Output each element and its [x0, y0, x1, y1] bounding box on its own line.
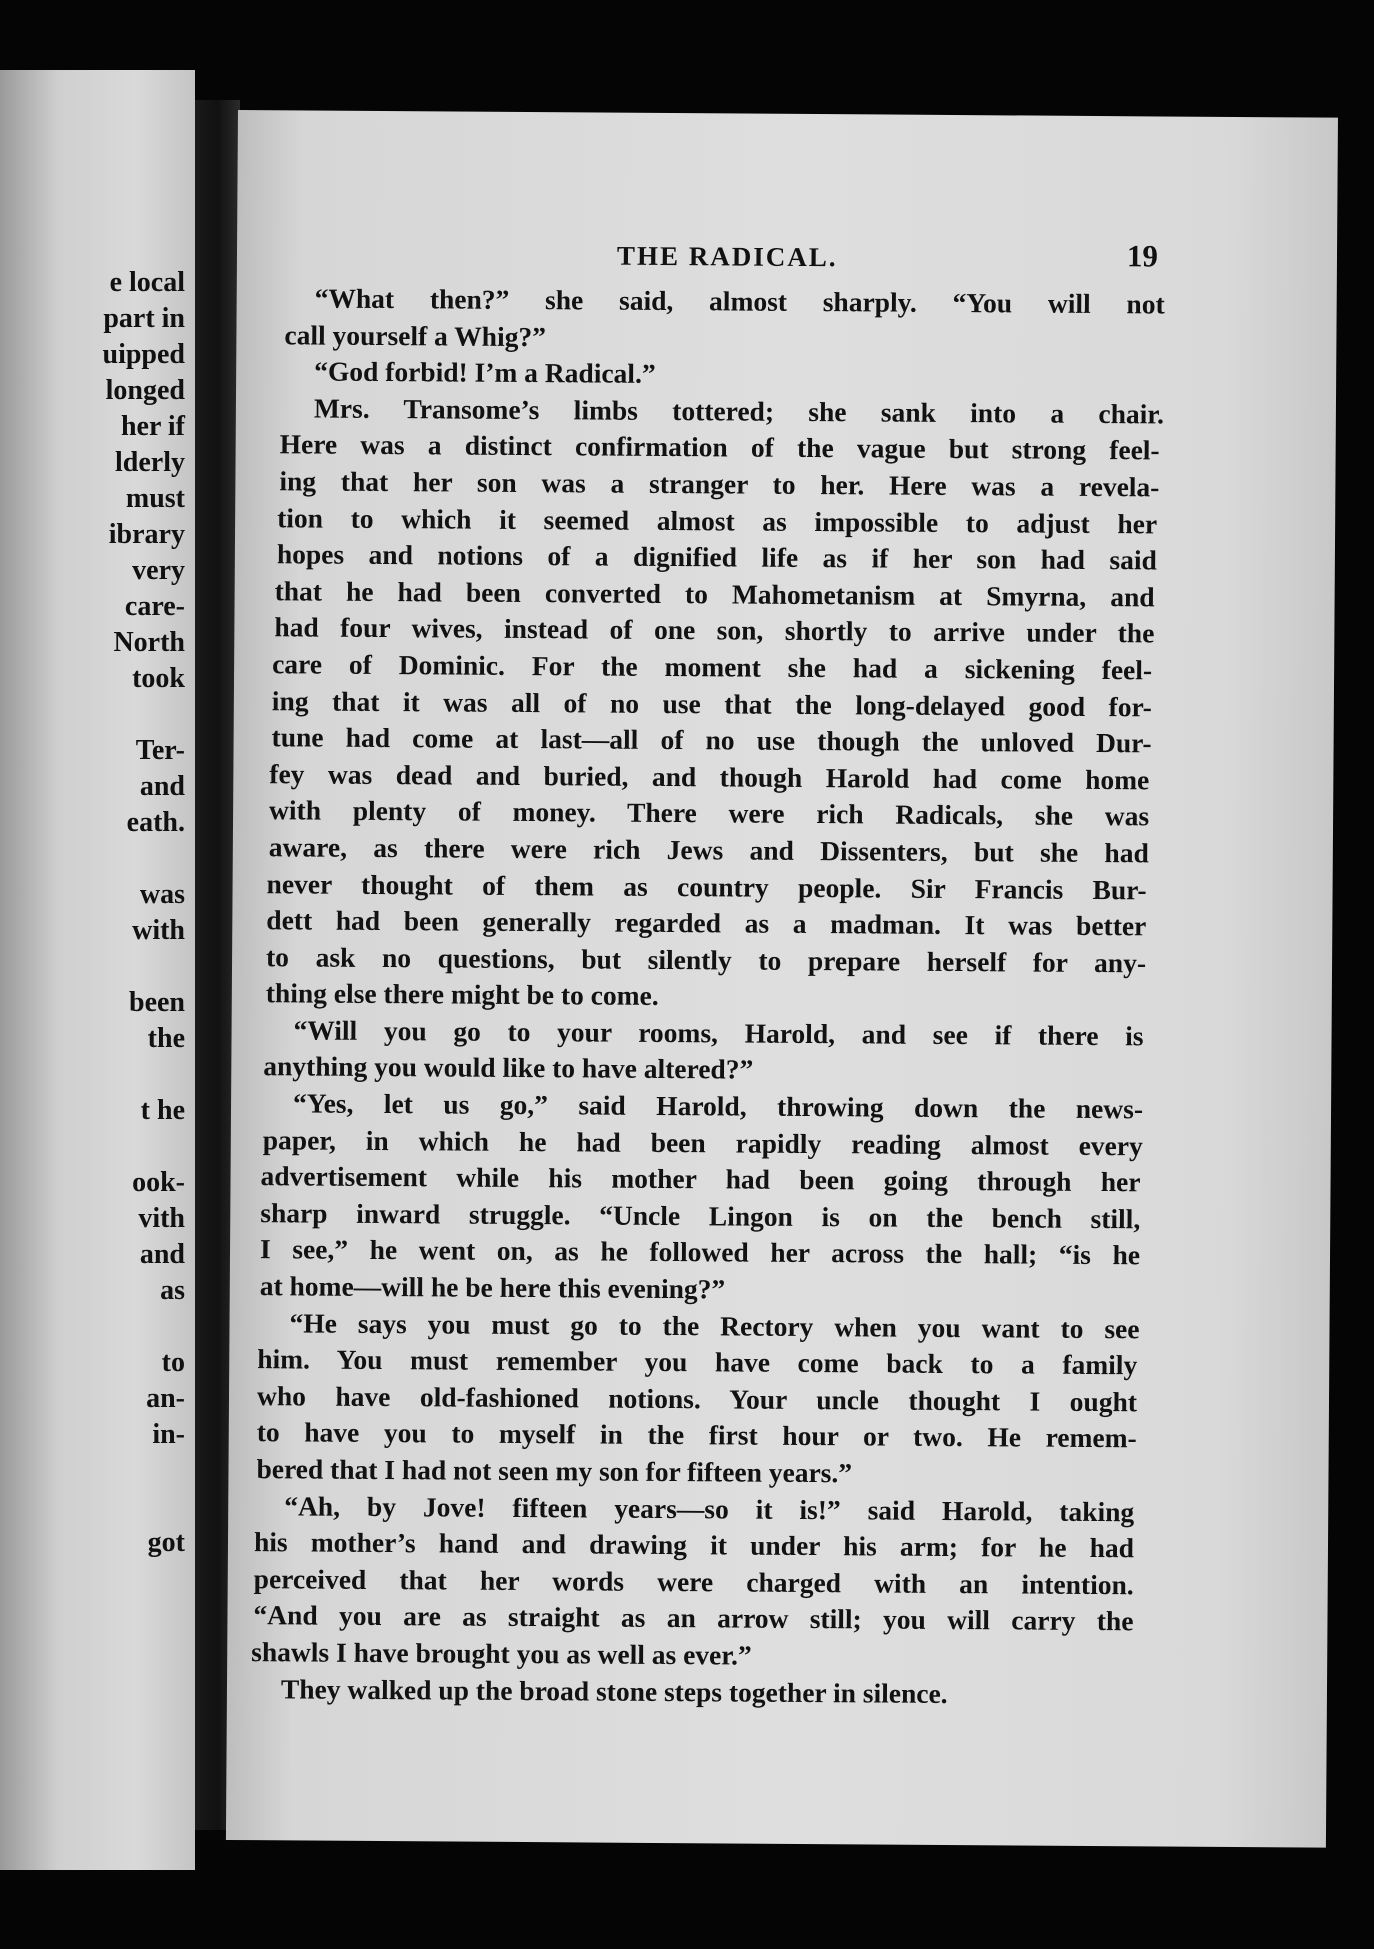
running-title: THE RADICAL. — [616, 240, 838, 273]
text-line: “He says you must go to the Rectory when you want to see — [289, 1307, 1140, 1344]
text-line: to ask no questions, but silently to prepare herself for any- — [265, 940, 1147, 979]
previous-page-line: an- — [146, 1383, 185, 1414]
text-line: “And you are as straight as an arrow still; you will carry the — [253, 1599, 1134, 1637]
text-line: never thought of them as country people. Sir Francis Bur- — [266, 867, 1147, 905]
previous-page-line: got — [147, 1527, 185, 1558]
page-body-text — [251, 280, 1165, 1713]
previous-page-line: was — [139, 879, 185, 910]
previous-page-line — [0, 1453, 185, 1489]
text-line: perceived that her words were charged with an intention. — [253, 1562, 1134, 1601]
previous-page-line: part in — [103, 303, 185, 334]
previous-page-line: eath. — [126, 807, 185, 838]
text-line: his mother’s hand and drawing it under his arm; for he had — [253, 1526, 1135, 1564]
text-line: care of Dominic. For the moment she had a sickening feel- — [272, 648, 1153, 686]
text-line: that he had been converted to Mahometanism at Smyrna, and — [274, 575, 1155, 613]
previous-page-line: to — [161, 1347, 185, 1378]
previous-page-line: care- — [124, 591, 185, 622]
text-line: anything you would like to have altered?” — [263, 1050, 754, 1086]
previous-page-line: must — [125, 483, 185, 514]
text-line: thing else there might be to come. — [265, 977, 659, 1012]
text-line: who have old-fashioned notions. Your uncle thought I ought — [256, 1379, 1138, 1418]
previous-page-text — [0, 265, 185, 1561]
previous-page-line — [0, 1129, 185, 1165]
text-line: bered that I had not seen my son for fifteen years.” — [256, 1453, 853, 1489]
text-line: him. You must remember you have come back to a family — [257, 1343, 1138, 1381]
previous-page-line: ook- — [132, 1167, 185, 1198]
previous-page-line: been — [129, 987, 185, 1018]
previous-page-line — [0, 841, 185, 877]
text-line: to have you to myself in the first hour or two. He remem- — [256, 1416, 1137, 1454]
previous-page-line — [0, 1309, 185, 1345]
previous-page-fragment — [0, 70, 195, 1870]
text-line: tion to which it seemed almost as impossible to adjust her — [277, 501, 1158, 539]
previous-page-line: longed — [105, 375, 185, 406]
text-line: fey was dead and buried, and though Harold had come home — [269, 757, 1150, 796]
previous-page-line: t he — [140, 1095, 185, 1126]
text-line: “Ah, by Jove! fifteen years—so it is!” said Harold, taking — [284, 1489, 1135, 1527]
text-line: at home—will he be here this evening?” — [259, 1270, 726, 1305]
previous-page-line: in- — [152, 1419, 185, 1450]
text-line: paper, in which he had been rapidly reading almost every — [262, 1123, 1143, 1161]
previous-page-line: Ter- — [135, 735, 185, 766]
text-line: I see,” he went on, as he followed her across the hall; “is he — [259, 1233, 1141, 1271]
previous-page-line: lderly — [115, 447, 185, 478]
text-line: “God forbid! I’m a Radical.” — [314, 355, 656, 390]
previous-page-line: ibrary — [108, 519, 185, 550]
text-line: hopes and notions of a dignified life as if her son had said — [276, 538, 1157, 576]
text-line: Here was a distinct confirmation of the vague but strong feel- — [279, 428, 1160, 466]
previous-page-line: very — [132, 555, 185, 586]
previous-page-line: North — [113, 627, 185, 658]
text-line: They walked up the broad stone steps together in silence. — [280, 1672, 948, 1709]
text-line: ing that it was all of no use that the long-delayed good for- — [271, 684, 1152, 722]
text-line: had four wives, instead of one son, shortly to arrive under the — [274, 611, 1155, 649]
previous-page-line: the — [147, 1023, 185, 1054]
previous-page-line: with — [132, 915, 185, 946]
previous-page-line: and — [139, 771, 185, 802]
page-number: 19 — [1126, 238, 1159, 274]
text-line: call yourself a Whig?” — [284, 318, 547, 352]
previous-page-line — [0, 1489, 185, 1525]
previous-page-line: vith — [138, 1203, 185, 1234]
previous-page-line: her if — [120, 411, 185, 442]
text-line: Mrs. Transome’s limbs tottered; she sank into a chair. — [313, 392, 1165, 430]
previous-page-line — [0, 949, 185, 985]
text-line: tune had come at last—all of no use though the unloved Dur- — [271, 721, 1152, 759]
previous-page-line — [0, 697, 185, 733]
page — [226, 110, 1338, 1848]
text-line: with plenty of money. There were rich Radicals, she was — [269, 794, 1150, 832]
text-line: shawls I have brought you as well as ever.” — [251, 1636, 752, 1671]
previous-page-line: and — [139, 1239, 185, 1270]
text-line: sharp inward struggle. “Uncle Lingon is on the bench still, — [260, 1197, 1141, 1235]
previous-page-line: took — [132, 663, 185, 694]
text-line: dett had been generally regarded as a madman. It was better — [266, 904, 1147, 942]
previous-page-line: e local — [109, 267, 185, 298]
text-line: advertisement while his mother had been going through her — [260, 1160, 1141, 1198]
text-line: “Will you go to your rooms, Harold, and see if there is — [293, 1014, 1144, 1052]
text-line: “What then?” she said, almost sharply. “You will not — [314, 282, 1165, 320]
previous-page-line: as — [160, 1275, 185, 1306]
text-line: aware, as there were rich Jews and Dissenters, but she had — [268, 831, 1149, 869]
previous-page-line — [0, 1057, 185, 1093]
text-line: “Yes, let us go,” said Harold, throwing down the news- — [292, 1087, 1144, 1125]
previous-page-line: uipped — [102, 339, 185, 370]
text-line: ing that her son was a stranger to her. Here was a revela- — [279, 465, 1160, 503]
